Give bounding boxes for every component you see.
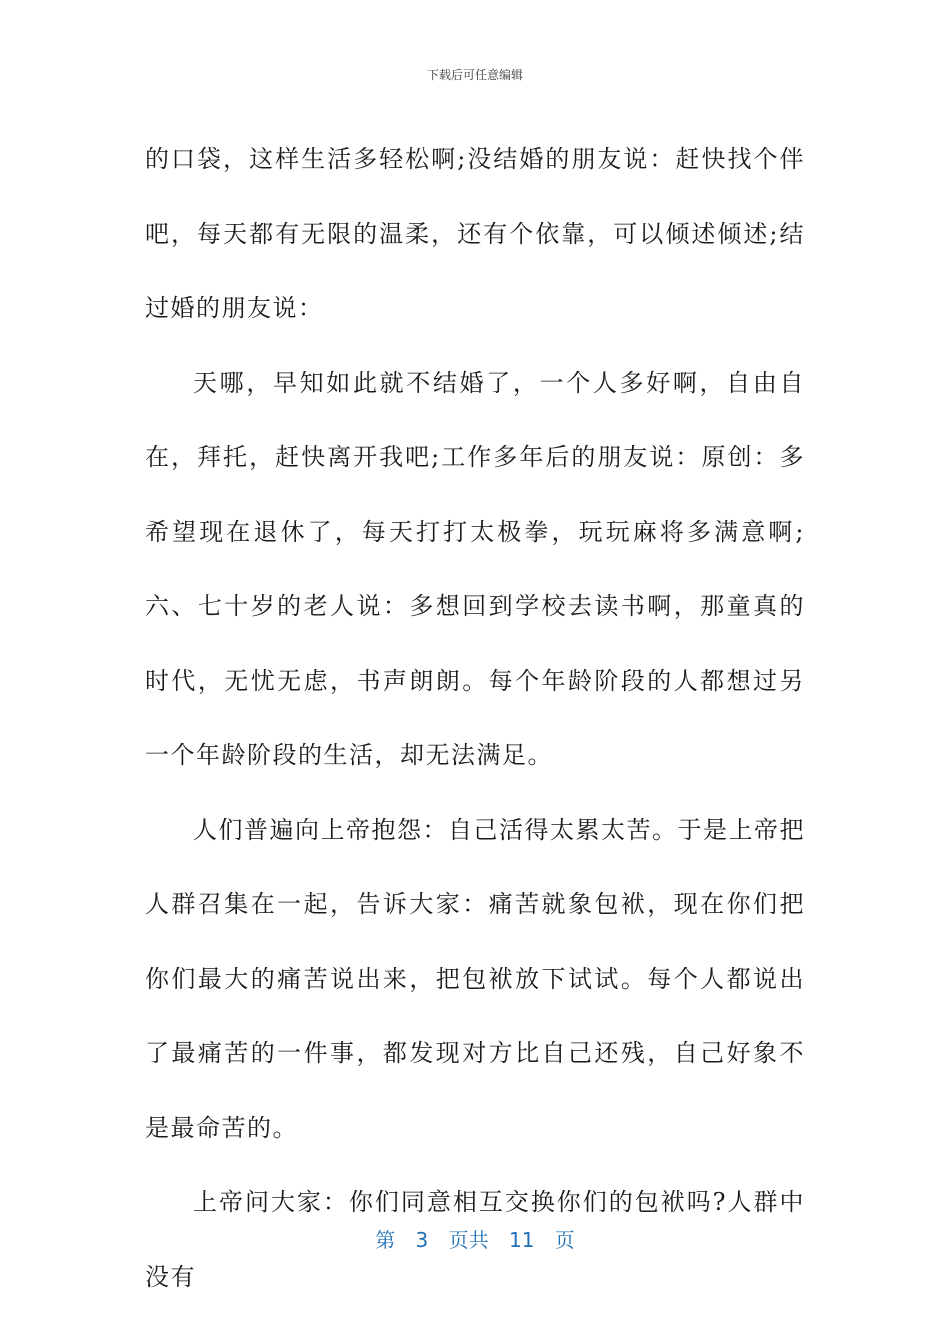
paragraph-1: 的口袋，这样生活多轻松啊;没结婚的朋友说：赶快找个伴吧，每天都有无限的温柔，还有个依靠，可以倾述倾述;结过婚的朋友说： [145, 145, 805, 322]
paragraph-3: 人们普遍向上帝抱怨：自己活得太累太苦。于是上帝把人群召集在一起，告诉大家：痛苦就象包袱，现在你们把你们最大的痛苦说出来，把包袱放下试试。每个人都说出了最痛苦的一件事，都发现对方比自己还残，自己好象不是最命苦的。 [145, 815, 805, 1142]
page-header: 下载后可任意编辑 [426, 68, 523, 82]
paragraph-2: 天哪，早知如此就不结婚了，一个人多好啊，自由自在，拜托，赶快离开我吧;工作多年后的朋友说：原创：多希望现在退休了，每天打打太极拳，玩玩麻将多满意啊;六、七十岁的老人说：多想回到学校去读书啊，那童真的时代，无忧无虑，书声朗朗。每个年龄阶段的人都想过另一个年龄阶段的生活，却无法满足。 [145, 368, 805, 769]
paragraph-4: 上帝问大家：你们同意相互交换你们的包袱吗?人群中没有 [145, 1188, 805, 1291]
document-body [145, 122, 805, 1314]
page-number-footer: 第 3 页共 11 页 [375, 1228, 575, 1252]
